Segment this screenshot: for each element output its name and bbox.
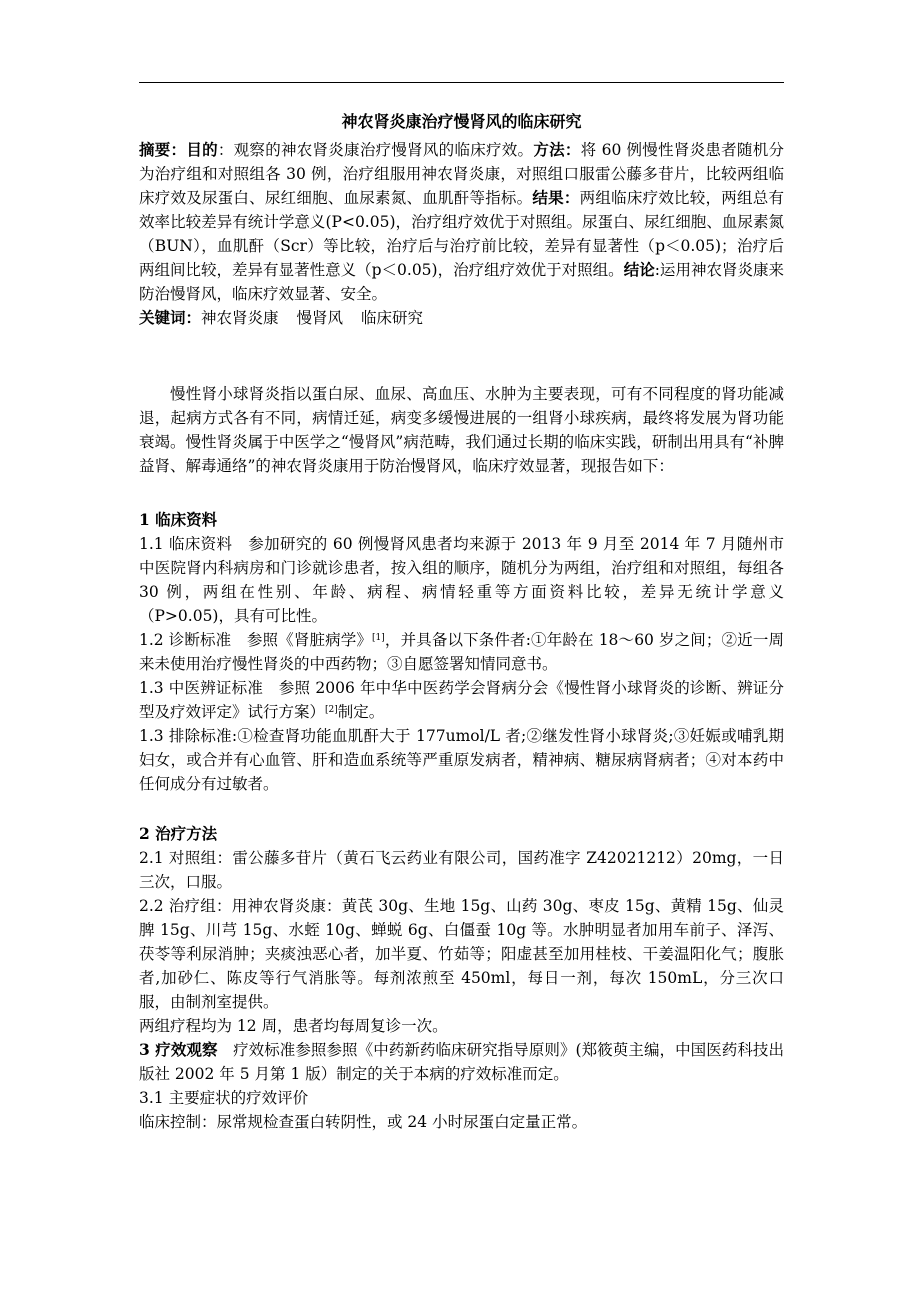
section-1-1 — [139, 532, 784, 628]
section-1-4 — [139, 724, 784, 796]
section-1-4-label: 1.3 排除标准 — [139, 727, 232, 745]
section-1-3-text-a: 参照 2006 年中华中医药学会肾病分会《慢性肾小球肾炎的诊断、辨证分型及疗效评定》试行方案） — [139, 679, 784, 721]
document-body — [139, 110, 784, 1134]
objective-label: 目的 — [186, 140, 218, 159]
section-3-intro: 疗效标准参照参照《中药新药临床研究指导原则》(郑筱萸主编，中国医药科技出版社 2002 年 5 月第 1 版）制定的关于本病的疗效标准而定。 — [139, 1041, 784, 1083]
reference-2: [2] — [325, 705, 338, 715]
section-1-4-text: :①检查肾功能血肌酐大于 177umol/L 者;②继发性肾小球肾炎;③妊娠或哺乳期妇女，或合并有心血管、肝和造血系统等严重原发病者，精神病、糖尿病肾病者；④对本药中任何成分有过敏者。 — [139, 727, 784, 793]
section-1-2-text-a: 参照《肾脏病学》 — [246, 631, 373, 649]
section-2-heading: 2 治疗方法 — [139, 824, 218, 843]
section-1-2-text-b: ，并具备以下条件者:①年龄在 18～60 岁之间；②近一周来未使用治疗慢性肾炎的中西药物；③自愿签署知情同意书。 — [139, 631, 784, 673]
section-1-heading: 1 临床资料 — [139, 510, 218, 529]
section-1-3-label: 1.3 中医辨证标准 — [139, 679, 264, 697]
section-1-1-label: 1.1 临床资料 — [139, 535, 233, 553]
section-3-1: 3.1 主要症状的疗效评价 — [139, 1089, 309, 1107]
header-rule — [139, 82, 784, 83]
methods-text: 将 60 例慢性肾炎患者随机分为治疗组和对照组各 30 例，治疗组服用神农肾炎康，对照组口服雷公藤多苷片，比较两组临床疗效及尿蛋白、尿红细胞、血尿素氮、血肌酐等指标。 — [139, 141, 784, 207]
abstract — [139, 138, 784, 306]
section-3-heading: 3 疗效观察 — [139, 1040, 218, 1059]
section-1-3-text-b: 制定。 — [337, 703, 385, 721]
keyword-2: 慢肾风 — [296, 309, 344, 327]
section-1-2 — [139, 628, 784, 676]
section-1-1-text: 参加研究的 60 例慢肾风患者均来源于 2013 年 9 月至 2014 年 7 月随州市中医院肾内科病房和门诊就诊患者，按入组的顺序，随机分为两组，治疗组和对照组，每组各 30 例，两组在性别、年龄、病程、病情轻重等方面资料比较，差异无统计学意义（P>0.05)，具有可比性。 — [139, 535, 784, 625]
keyword-3: 临床研究 — [361, 309, 424, 327]
conclusion-label: 结论 — [623, 260, 655, 279]
reference-1: [1] — [372, 633, 385, 643]
keyword-1: 神农肾炎康 — [201, 309, 279, 327]
section-2-2: 2.2 治疗组：用神农肾炎康：黄芪 30g、生地 15g、山药 30g、枣皮 15g、黄精 15g、仙灵脾 15g、川芎 15g、水蛭 10g、蝉蜕 6g、白僵蚕 10g 等。水肿明显者加用车前子、泽泻、茯苓等利尿消肿；夹痰浊恶心者，加半夏、竹茹等；阳虚甚至加用桂枝、干姜温阳化气；腹胀者,加砂仁、陈皮等行气消胀等。每剂浓煎至 450ml，每日一剂，每次 150mL，分三次口服，由制剂室提供。 — [139, 897, 784, 1011]
keywords — [139, 306, 784, 330]
introduction: 慢性肾小球肾炎指以蛋白尿、血尿、高血压、水肿为主要表现，可有不同程度的肾功能减退，起病方式各有不同，病情迁延，病变多缓慢进展的一组肾小球疾病，最终将发展为肾功能衰竭。慢性肾炎属于中医学之“慢肾风”病范畴，我们通过长期的临床实践，研制出用具有“补脾益肾、解毒通络”的神农肾炎康用于防治慢肾风，临床疗效显著，现报告如下： — [139, 385, 784, 475]
objective-text: ：观察的神农肾炎康治疗慢肾风的临床疗效。 — [217, 141, 534, 159]
keywords-label: 关键词： — [139, 308, 202, 327]
clinical-control: 临床控制：尿常规检查蛋白转阴性，或 24 小时尿蛋白定量正常。 — [139, 1113, 588, 1131]
results-label: 结果： — [532, 188, 580, 207]
section-1-2-label: 1.2 诊断标准 — [139, 631, 232, 649]
paper-title: 神农肾炎康治疗慢肾风的临床研究 — [341, 112, 582, 131]
section-2-1: 2.1 对照组：雷公藤多苷片（黄石飞云药业有限公司，国药准字 Z42021212）20mg，一日三次，口服。 — [139, 849, 784, 891]
section-1-3 — [139, 676, 784, 724]
methods-label: 方法： — [533, 140, 581, 159]
section-3 — [139, 1038, 784, 1086]
treatment-course: 两组疗程均为 12 周，患者均每周复诊一次。 — [139, 1017, 448, 1035]
abstract-label: 摘要： — [139, 140, 187, 159]
conclusion-text: :运用神农肾炎康来防治慢肾风，临床疗效显著、安全。 — [139, 261, 784, 303]
results-text: 两组临床疗效比较，两组总有效率比较差异有统计学意义(P<0.05)，治疗组疗效优于对照组。尿蛋白、尿红细胞、血尿素氮（BUN），血肌酐（Scr）等比较，治疗后与治疗前比较，差异有显著性（p＜0.05)；治疗后两组间比较，差异有显著性意义（p＜0.05)，治疗组疗效优于对照组。 — [139, 189, 784, 279]
